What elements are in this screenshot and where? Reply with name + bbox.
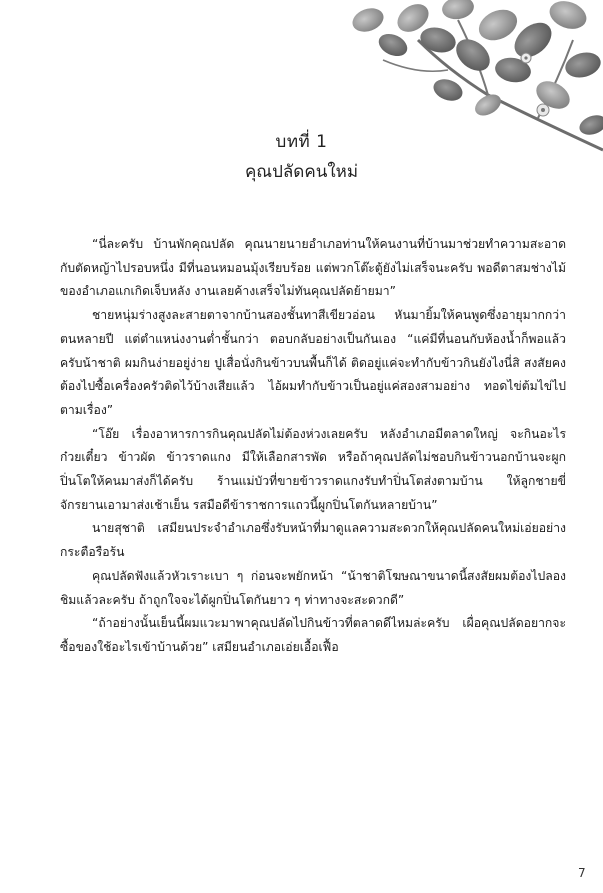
paragraph: “นี่ละครับ บ้านพักคุณปลัด คุณนายนายอำเภอท่านให้คนงานที่บ้านมาช่วยทำความสะอาดกับตัดหญ้าไปรอบหนึ่ง มีที่นอนหมอนมุ้งเรียบร้อย แต่พวกโต๊ะตู้ยังไม่เสร็จนะครับ พอดีตาสมช่างไม้ของอำเภอแกเกิดเจ็บหลัง งานเลยค้างเสร็จไม่ทันคุณปลัดย้ายมา” <box>60 237 566 299</box>
chapter-title: คุณปลัดคนใหม่ <box>244 162 359 182</box>
chapter-body <box>60 233 566 660</box>
paragraph: “โอ๊ย เรื่องอาหารการกินคุณปลัดไม่ต้องห่วงเลยครับ หลังอำเภอมีตลาดใหญ่ จะกินอะไร ก๋วยเตี๋ยว ข้าวผัด ข้าวราดแกง มีให้เลือกสารพัด หรือถ้าคุณปลัดไม่ชอบกินข้าวนอกบ้านจะผูกปิ่นโตให้คนมาส่งก็ได้ครับ ร้านแม่บัวที่ขายข้าวราดแกงรับทำปิ่นโตส่งตามบ้าน ให้ลูกชายขี่จักรยานเอามาส่งเช้าเย็น รสมือดีข้าราชการแถวนี้ผูกปิ่นโตกันหลายบ้าน” <box>60 426 566 512</box>
paragraph: “ถ้าอย่างนั้นเย็นนี้ผมแวะมาพาคุณปลัดไปกินข้าวที่ตลาดดีไหมล่ะครับ เผื่อคุณปลัดอยากจะซื้อของใช้อะไรเข้าบ้านด้วย” เสมียนอำเภอเอ่ยเอื้อเฟื้อ <box>60 616 566 654</box>
paragraph: คุณปลัดฟังแล้วหัวเราะเบา ๆ ก่อนจะพยักหน้า “น้าชาติโฆษณาขนาดนี้สงสัยผมต้องไปลองชิมแล้วละครับ ถ้าถูกใจจะได้ผูกปิ่นโตกันยาว ๆ ท่าทางจะสะดวกดี” <box>60 568 566 607</box>
paragraph: ชายหนุ่มร่างสูงละสายตาจากบ้านสองชั้นทาสีเขียวอ่อน หันมายิ้มให้คนพูดซึ่งอายุมากกว่าตนหลายปี แต่ตำแหน่งงานต่ำชั้นกว่า ตอบกลับอย่างเป็นกันเอง “แค่มีที่นอนกับห้องน้ำก็พอแล้วครับน้าชาติ ผมกินง่ายอยู่ง่าย ปูเสื่อนั่งกินข้าวบนพื้นก็ได้ ติดอยู่แค่จะทำกับข้าวกินยังไงนี่สิ สงสัยคงต้องไปซื้อเครื่องครัวติดไว้บ้างเสียแล้ว ไอ้ผมทำกับข้าวเป็นอยู่แค่สองสามอย่าง ทอดไข่ต้มไข่ไปตามเรื่อง” <box>60 308 566 417</box>
chapter-number: บทที่ 1 <box>275 132 328 152</box>
page-number: 7 <box>578 866 586 880</box>
paragraph: นายสุชาติ เสมียนประจำอำเภอซึ่งรับหน้าที่มาดูแลความสะดวกให้คุณปลัดคนใหม่เอ่ยอย่างกระตือรือร้น <box>60 521 566 560</box>
